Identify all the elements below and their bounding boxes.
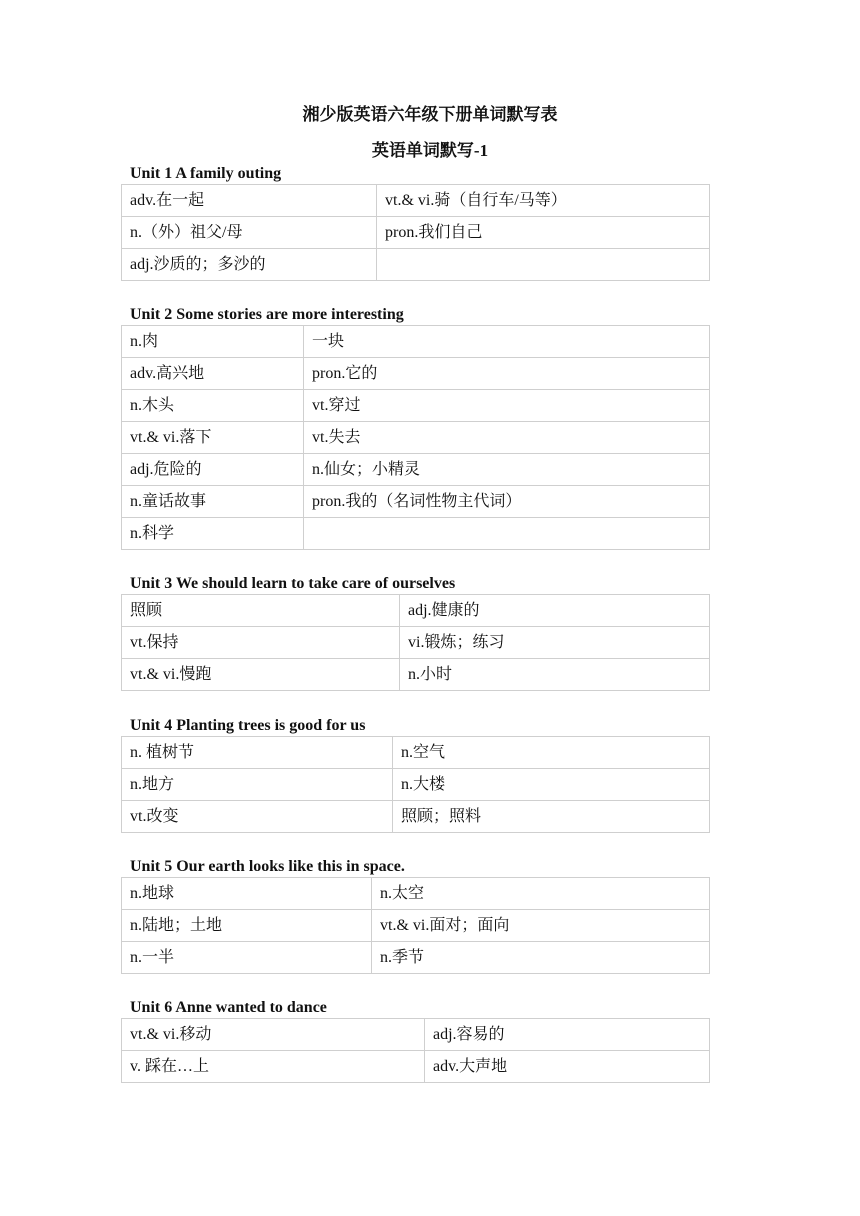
word-cell: n.大楼 — [393, 769, 710, 801]
word-cell: n.童话故事 — [122, 486, 304, 518]
vocab-table — [121, 736, 710, 833]
table-row — [122, 910, 710, 942]
word-cell: n.地方 — [122, 769, 393, 801]
word-cell: n.地球 — [122, 878, 372, 910]
word-cell: vt.穿过 — [304, 390, 710, 422]
word-cell: vt.& vi.移动 — [122, 1019, 425, 1051]
table-row — [122, 1051, 710, 1083]
unit-5-section — [121, 857, 709, 974]
vocab-table — [121, 325, 710, 550]
table-row — [122, 518, 710, 550]
word-cell: vt.& vi.慢跑 — [122, 659, 400, 691]
word-cell: n.陆地；土地 — [122, 910, 372, 942]
word-cell: n.（外）祖父/母 — [122, 217, 377, 249]
word-cell: vt.改变 — [122, 801, 393, 833]
table-row — [122, 595, 710, 627]
word-cell: n. 植树节 — [122, 737, 393, 769]
word-cell: n.季节 — [372, 942, 710, 974]
vocab-table — [121, 877, 710, 974]
word-cell: vt.失去 — [304, 422, 710, 454]
unit-3-section — [121, 574, 709, 691]
vocab-table — [121, 594, 710, 691]
unit-heading: Unit 6 Anne wanted to dance — [130, 999, 327, 1016]
word-cell: n.仙女；小精灵 — [304, 454, 710, 486]
word-cell — [377, 249, 710, 281]
word-cell: n.太空 — [372, 878, 710, 910]
word-cell: n.一半 — [122, 942, 372, 974]
word-cell: pron.我们自己 — [377, 217, 710, 249]
page-subtitle: 英语单词默写-1 — [371, 141, 489, 160]
table-row — [122, 878, 710, 910]
word-cell: 照顾；照料 — [393, 801, 710, 833]
table-row — [122, 185, 710, 217]
unit-heading: Unit 2 Some stories are more interesting — [130, 306, 404, 323]
word-cell: pron.我的（名词性物主代词） — [304, 486, 710, 518]
word-cell: vt.& vi.骑（自行车/马等） — [377, 185, 710, 217]
word-cell: vt.保持 — [122, 627, 400, 659]
unit-2-section — [121, 305, 709, 550]
table-row — [122, 486, 710, 518]
word-cell — [304, 518, 710, 550]
unit-heading: Unit 1 A family outing — [130, 165, 282, 182]
unit-4-section — [121, 716, 709, 833]
table-row — [122, 326, 710, 358]
word-cell: adv.大声地 — [425, 1051, 710, 1083]
word-cell: 一块 — [304, 326, 710, 358]
unit-heading: Unit 3 We should learn to take care of ourselves — [130, 575, 456, 592]
word-cell: n.空气 — [393, 737, 710, 769]
unit-heading: Unit 5 Our earth looks like this in space. — [130, 858, 405, 875]
unit-1-section — [121, 164, 709, 281]
unit-heading: Unit 4 Planting trees is good for us — [130, 717, 366, 734]
table-row — [122, 801, 710, 833]
table-row — [122, 737, 710, 769]
word-cell: adj.健康的 — [400, 595, 710, 627]
table-row — [122, 390, 710, 422]
table-row — [122, 1019, 710, 1051]
word-cell: adj.沙质的；多沙的 — [122, 249, 377, 281]
word-cell: adj.危险的 — [122, 454, 304, 486]
word-cell: n.木头 — [122, 390, 304, 422]
word-cell: n.肉 — [122, 326, 304, 358]
page-title: 湘少版英语六年级下册单词默写表 — [302, 105, 558, 124]
word-cell: vi.锻炼；练习 — [400, 627, 710, 659]
word-cell: n.科学 — [122, 518, 304, 550]
word-cell: adv.高兴地 — [122, 358, 304, 390]
table-row — [122, 627, 710, 659]
table-row — [122, 454, 710, 486]
word-cell: adv.在一起 — [122, 185, 377, 217]
vocab-table — [121, 184, 710, 281]
table-row — [122, 358, 710, 390]
table-row — [122, 217, 710, 249]
table-row — [122, 422, 710, 454]
word-cell: vt.& vi.落下 — [122, 422, 304, 454]
word-cell: n.小时 — [400, 659, 710, 691]
table-row — [122, 249, 710, 281]
word-cell: 照顾 — [122, 595, 400, 627]
table-row — [122, 769, 710, 801]
unit-6-section — [121, 998, 709, 1083]
word-cell: vt.& vi.面对；面向 — [372, 910, 710, 942]
vocab-table — [121, 1018, 710, 1083]
word-cell: pron.它的 — [304, 358, 710, 390]
table-row — [122, 659, 710, 691]
word-cell: v. 踩在…上 — [122, 1051, 425, 1083]
word-cell: adj.容易的 — [425, 1019, 710, 1051]
table-row — [122, 942, 710, 974]
